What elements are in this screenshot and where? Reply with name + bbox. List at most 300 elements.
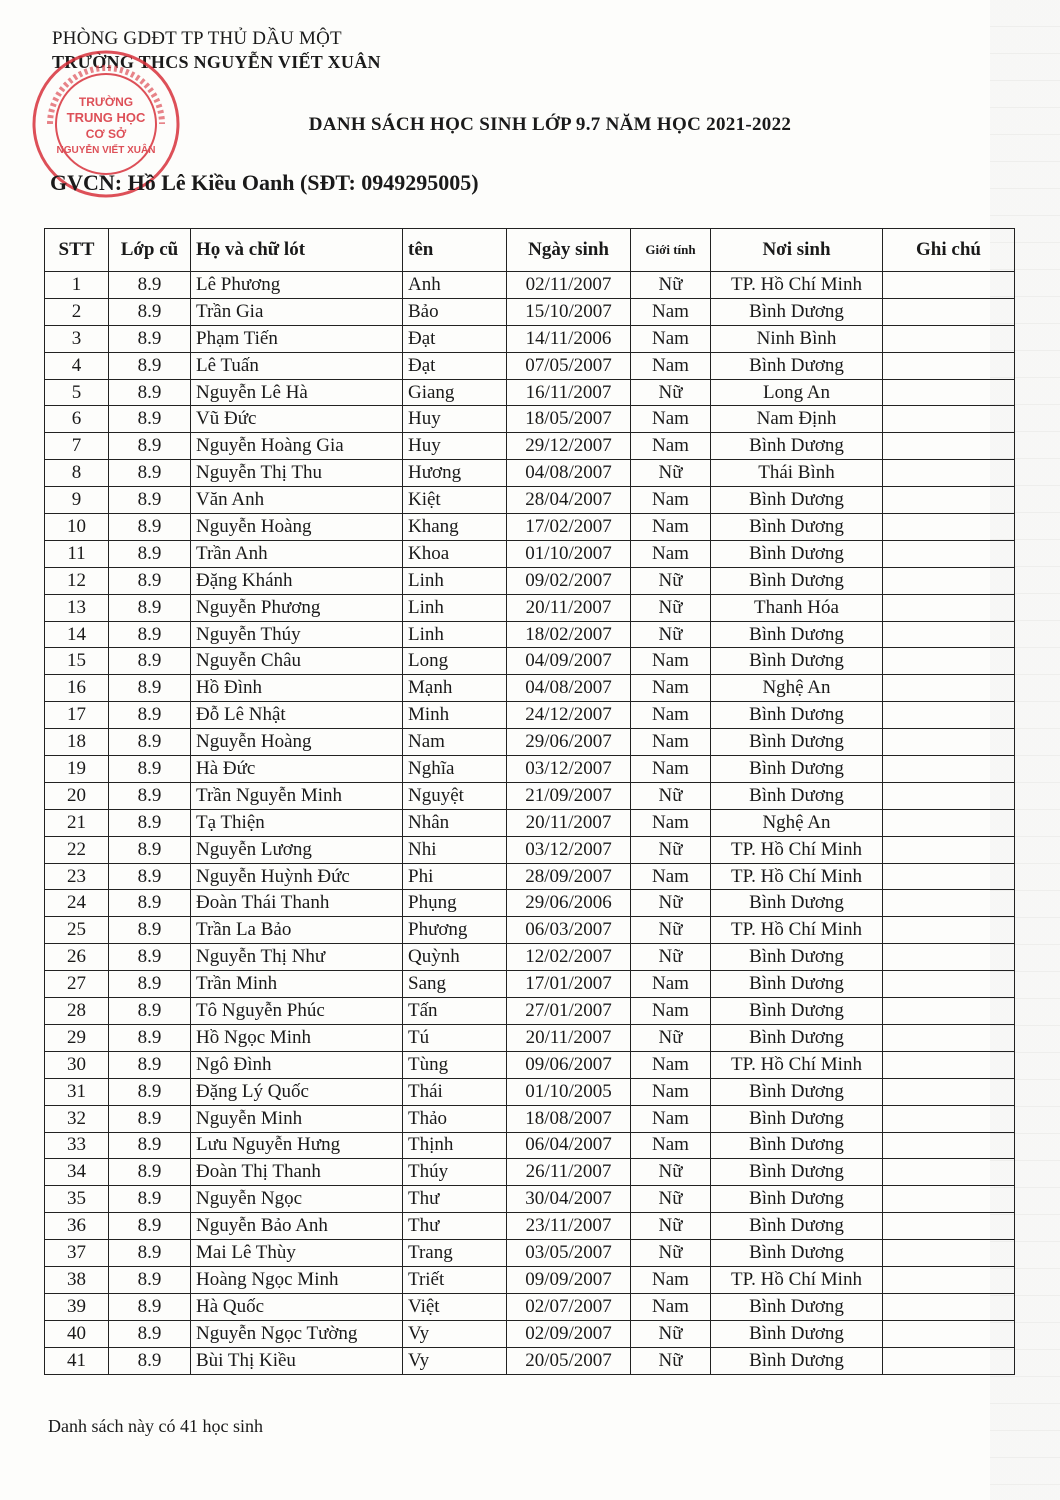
cell-stt: 23 — [45, 863, 109, 890]
cell-surname: Hà Quốc — [191, 1293, 403, 1320]
cell-birthplace: Bình Dương — [711, 540, 883, 567]
table-row — [45, 1051, 1015, 1078]
table-row — [45, 702, 1015, 729]
cell-stt: 30 — [45, 1051, 109, 1078]
cell-notes — [883, 648, 1015, 675]
cell-surname: Ngô Đình — [191, 1051, 403, 1078]
cell-gender: Nam — [631, 702, 711, 729]
cell-gender: Nam — [631, 1105, 711, 1132]
cell-given-name: Linh — [403, 594, 507, 621]
svg-text:TRƯỜNG: TRƯỜNG — [78, 95, 134, 109]
cell-notes — [883, 540, 1015, 567]
cell-old-class: 8.9 — [109, 298, 191, 325]
cell-notes — [883, 352, 1015, 379]
table-row — [45, 1105, 1015, 1132]
cell-notes — [883, 998, 1015, 1025]
cell-given-name: Bảo — [403, 298, 507, 325]
cell-stt: 14 — [45, 621, 109, 648]
cell-birthplace: Bình Dương — [711, 1240, 883, 1267]
cell-old-class: 8.9 — [109, 379, 191, 406]
cell-surname: Nguyễn Hoàng — [191, 514, 403, 541]
cell-gender: Nam — [631, 1078, 711, 1105]
cell-surname: Nguyễn Phương — [191, 594, 403, 621]
table-row — [45, 1320, 1015, 1347]
cell-gender: Nam — [631, 514, 711, 541]
table-row — [45, 648, 1015, 675]
table-row — [45, 514, 1015, 541]
cell-birthplace: TP. Hồ Chí Minh — [711, 272, 883, 299]
cell-birthdate: 04/09/2007 — [507, 648, 631, 675]
cell-surname: Hồ Ngọc Minh — [191, 1024, 403, 1051]
cell-surname: Bùi Thị Kiều — [191, 1347, 403, 1374]
cell-old-class: 8.9 — [109, 594, 191, 621]
cell-surname: Mai Lê Thùy — [191, 1240, 403, 1267]
table-row — [45, 729, 1015, 756]
cell-surname: Đỗ Lê Nhật — [191, 702, 403, 729]
cell-notes — [883, 1240, 1015, 1267]
cell-given-name: Sang — [403, 971, 507, 998]
cell-given-name: Huy — [403, 433, 507, 460]
table-row — [45, 352, 1015, 379]
cell-old-class: 8.9 — [109, 1320, 191, 1347]
cell-birthplace: Bình Dương — [711, 567, 883, 594]
svg-text:TRUNG HỌC: TRUNG HỌC — [66, 110, 146, 125]
cell-notes — [883, 1266, 1015, 1293]
cell-surname: Lê Phương — [191, 272, 403, 299]
cell-stt: 21 — [45, 809, 109, 836]
table-row — [45, 567, 1015, 594]
cell-old-class: 8.9 — [109, 809, 191, 836]
cell-birthdate: 29/06/2006 — [507, 890, 631, 917]
cell-given-name: Đạt — [403, 325, 507, 352]
cell-birthplace: Bình Dương — [711, 1024, 883, 1051]
cell-gender: Nữ — [631, 890, 711, 917]
cell-given-name: Kiệt — [403, 487, 507, 514]
cell-old-class: 8.9 — [109, 1132, 191, 1159]
cell-given-name: Trang — [403, 1240, 507, 1267]
cell-stt: 41 — [45, 1347, 109, 1374]
cell-surname: Trần Gia — [191, 298, 403, 325]
cell-stt: 22 — [45, 836, 109, 863]
cell-birthplace: Nghệ An — [711, 675, 883, 702]
table-row — [45, 675, 1015, 702]
cell-old-class: 8.9 — [109, 1159, 191, 1186]
cell-old-class: 8.9 — [109, 890, 191, 917]
cell-gender: Nữ — [631, 782, 711, 809]
cell-old-class: 8.9 — [109, 1213, 191, 1240]
cell-notes — [883, 460, 1015, 487]
cell-birthdate: 29/06/2007 — [507, 729, 631, 756]
cell-surname: Vũ Đức — [191, 406, 403, 433]
cell-notes — [883, 325, 1015, 352]
cell-birthplace: Nam Định — [711, 406, 883, 433]
cell-birthplace: Bình Dương — [711, 433, 883, 460]
cell-notes — [883, 1347, 1015, 1374]
cell-surname: Trần Anh — [191, 540, 403, 567]
cell-stt: 17 — [45, 702, 109, 729]
cell-gender: Nam — [631, 1293, 711, 1320]
cell-birthdate: 18/08/2007 — [507, 1105, 631, 1132]
cell-birthdate: 12/02/2007 — [507, 944, 631, 971]
cell-birthplace: Bình Dương — [711, 648, 883, 675]
cell-old-class: 8.9 — [109, 1186, 191, 1213]
cell-gender: Nữ — [631, 621, 711, 648]
header-stt: STT — [45, 229, 109, 272]
header-old-class: Lớp cũ — [109, 229, 191, 272]
table-row — [45, 1132, 1015, 1159]
cell-stt: 1 — [45, 272, 109, 299]
cell-surname: Lưu Nguyễn Hưng — [191, 1132, 403, 1159]
cell-birthdate: 18/05/2007 — [507, 406, 631, 433]
cell-birthdate: 02/07/2007 — [507, 1293, 631, 1320]
cell-given-name: Tú — [403, 1024, 507, 1051]
cell-gender: Nam — [631, 1266, 711, 1293]
table-row — [45, 1159, 1015, 1186]
cell-birthplace: Bình Dương — [711, 514, 883, 541]
cell-stt: 11 — [45, 540, 109, 567]
svg-text:CƠ SỞ: CƠ SỞ — [85, 127, 127, 141]
cell-given-name: Nhân — [403, 809, 507, 836]
cell-given-name: Thúy — [403, 1159, 507, 1186]
cell-given-name: Huy — [403, 406, 507, 433]
table-row — [45, 594, 1015, 621]
cell-birthplace: Bình Dương — [711, 1105, 883, 1132]
cell-old-class: 8.9 — [109, 514, 191, 541]
cell-notes — [883, 756, 1015, 783]
cell-given-name: Thái — [403, 1078, 507, 1105]
cell-stt: 7 — [45, 433, 109, 460]
cell-old-class: 8.9 — [109, 756, 191, 783]
cell-birthplace: Bình Dương — [711, 621, 883, 648]
cell-gender: Nam — [631, 433, 711, 460]
cell-gender: Nữ — [631, 460, 711, 487]
cell-notes — [883, 487, 1015, 514]
table-row — [45, 540, 1015, 567]
cell-old-class: 8.9 — [109, 1024, 191, 1051]
cell-stt: 8 — [45, 460, 109, 487]
cell-birthdate: 01/10/2007 — [507, 540, 631, 567]
cell-given-name: Giang — [403, 379, 507, 406]
table-row — [45, 1186, 1015, 1213]
cell-notes — [883, 567, 1015, 594]
cell-old-class: 8.9 — [109, 836, 191, 863]
homeroom-teacher: GVCN: Hồ Lê Kiều Oanh (SĐT: 0949295005) — [50, 170, 479, 195]
cell-birthplace: TP. Hồ Chí Minh — [711, 1051, 883, 1078]
cell-gender: Nữ — [631, 1186, 711, 1213]
table-row — [45, 325, 1015, 352]
table-row — [45, 944, 1015, 971]
table-row — [45, 998, 1015, 1025]
cell-given-name: Quỳnh — [403, 944, 507, 971]
header-given-name: tên — [403, 229, 507, 272]
cell-given-name: Vy — [403, 1347, 507, 1374]
cell-birthdate: 03/05/2007 — [507, 1240, 631, 1267]
cell-old-class: 8.9 — [109, 1105, 191, 1132]
cell-gender: Nữ — [631, 1213, 711, 1240]
cell-gender: Nam — [631, 352, 711, 379]
table-row — [45, 406, 1015, 433]
cell-birthdate: 15/10/2007 — [507, 298, 631, 325]
cell-notes — [883, 594, 1015, 621]
cell-surname: Văn Anh — [191, 487, 403, 514]
header-surname: Họ và chữ lót — [191, 229, 403, 272]
document-title: DANH SÁCH HỌC SINH LỚP 9.7 NĂM HỌC 2021-2022 — [308, 114, 792, 135]
cell-birthplace: Bình Dương — [711, 1078, 883, 1105]
cell-old-class: 8.9 — [109, 325, 191, 352]
cell-gender: Nam — [631, 809, 711, 836]
cell-old-class: 8.9 — [109, 917, 191, 944]
table-row — [45, 460, 1015, 487]
cell-given-name: Mạnh — [403, 675, 507, 702]
cell-notes — [883, 1051, 1015, 1078]
cell-birthdate: 28/04/2007 — [507, 487, 631, 514]
cell-given-name: Khoa — [403, 540, 507, 567]
cell-birthdate: 16/11/2007 — [507, 379, 631, 406]
cell-birthplace: Nghệ An — [711, 809, 883, 836]
cell-given-name: Việt — [403, 1293, 507, 1320]
cell-old-class: 8.9 — [109, 863, 191, 890]
cell-birthdate: 28/09/2007 — [507, 863, 631, 890]
cell-given-name: Long — [403, 648, 507, 675]
cell-birthdate: 03/12/2007 — [507, 756, 631, 783]
cell-surname: Trần La Bảo — [191, 917, 403, 944]
cell-notes — [883, 1186, 1015, 1213]
cell-old-class: 8.9 — [109, 1240, 191, 1267]
cell-notes — [883, 917, 1015, 944]
cell-birthdate: 14/11/2006 — [507, 325, 631, 352]
table-row — [45, 379, 1015, 406]
cell-surname: Hồ Đình — [191, 675, 403, 702]
cell-old-class: 8.9 — [109, 567, 191, 594]
cell-given-name: Nguyệt — [403, 782, 507, 809]
cell-given-name: Thư — [403, 1186, 507, 1213]
table-row — [45, 298, 1015, 325]
cell-given-name: Thảo — [403, 1105, 507, 1132]
cell-surname: Tô Nguyễn Phúc — [191, 998, 403, 1025]
cell-given-name: Minh — [403, 702, 507, 729]
cell-old-class: 8.9 — [109, 1347, 191, 1374]
cell-birthplace: TP. Hồ Chí Minh — [711, 836, 883, 863]
cell-given-name: Thịnh — [403, 1132, 507, 1159]
table-row — [45, 863, 1015, 890]
cell-birthplace: Bình Dương — [711, 1347, 883, 1374]
cell-notes — [883, 379, 1015, 406]
cell-given-name: Nam — [403, 729, 507, 756]
cell-notes — [883, 1105, 1015, 1132]
cell-stt: 38 — [45, 1266, 109, 1293]
cell-gender: Nam — [631, 298, 711, 325]
cell-stt: 10 — [45, 514, 109, 541]
cell-notes — [883, 729, 1015, 756]
cell-notes — [883, 1159, 1015, 1186]
cell-surname: Nguyễn Thị Thu — [191, 460, 403, 487]
cell-stt: 9 — [45, 487, 109, 514]
cell-gender: Nam — [631, 487, 711, 514]
cell-gender: Nữ — [631, 1024, 711, 1051]
cell-birthplace: Thanh Hóa — [711, 594, 883, 621]
cell-surname: Trần Minh — [191, 971, 403, 998]
cell-given-name: Nghĩa — [403, 756, 507, 783]
cell-given-name: Phụng — [403, 890, 507, 917]
cell-surname: Nguyễn Bảo Anh — [191, 1213, 403, 1240]
cell-notes — [883, 433, 1015, 460]
cell-birthdate: 01/10/2005 — [507, 1078, 631, 1105]
cell-old-class: 8.9 — [109, 1051, 191, 1078]
cell-stt: 19 — [45, 756, 109, 783]
cell-notes — [883, 809, 1015, 836]
table-row — [45, 1213, 1015, 1240]
cell-birthdate: 06/04/2007 — [507, 1132, 631, 1159]
table-row — [45, 782, 1015, 809]
cell-notes — [883, 675, 1015, 702]
cell-surname: Đoàn Thị Thanh — [191, 1159, 403, 1186]
cell-old-class: 8.9 — [109, 971, 191, 998]
cell-birthdate: 09/09/2007 — [507, 1266, 631, 1293]
cell-gender: Nữ — [631, 594, 711, 621]
cell-birthplace: Bình Dương — [711, 1320, 883, 1347]
cell-stt: 36 — [45, 1213, 109, 1240]
table-row — [45, 621, 1015, 648]
cell-notes — [883, 702, 1015, 729]
cell-given-name: Vy — [403, 1320, 507, 1347]
cell-gender: Nữ — [631, 944, 711, 971]
cell-surname: Phạm Tiến — [191, 325, 403, 352]
cell-birthdate: 23/11/2007 — [507, 1213, 631, 1240]
cell-old-class: 8.9 — [109, 675, 191, 702]
cell-birthplace: TP. Hồ Chí Minh — [711, 863, 883, 890]
svg-text:NGUYỄN VIẾT XUÂN: NGUYỄN VIẾT XUÂN — [56, 145, 156, 156]
cell-old-class: 8.9 — [109, 648, 191, 675]
cell-surname: Tạ Thiện — [191, 809, 403, 836]
cell-old-class: 8.9 — [109, 460, 191, 487]
cell-stt: 16 — [45, 675, 109, 702]
cell-birthdate: 20/11/2007 — [507, 1024, 631, 1051]
cell-old-class: 8.9 — [109, 944, 191, 971]
cell-birthdate: 06/03/2007 — [507, 917, 631, 944]
cell-gender: Nam — [631, 756, 711, 783]
cell-stt: 25 — [45, 917, 109, 944]
cell-stt: 20 — [45, 782, 109, 809]
cell-old-class: 8.9 — [109, 729, 191, 756]
cell-gender: Nam — [631, 863, 711, 890]
cell-birthdate: 20/11/2007 — [507, 594, 631, 621]
cell-birthplace: Bình Dương — [711, 890, 883, 917]
cell-surname: Hà Đức — [191, 756, 403, 783]
cell-birthdate: 18/02/2007 — [507, 621, 631, 648]
cell-surname: Đoàn Thái Thanh — [191, 890, 403, 917]
cell-surname: Nguyễn Thị Như — [191, 944, 403, 971]
cell-old-class: 8.9 — [109, 487, 191, 514]
student-roster-table — [44, 228, 1015, 1375]
cell-given-name: Tùng — [403, 1051, 507, 1078]
cell-birthplace: Bình Dương — [711, 298, 883, 325]
cell-birthplace: Bình Dương — [711, 1213, 883, 1240]
cell-stt: 4 — [45, 352, 109, 379]
cell-birthdate: 24/12/2007 — [507, 702, 631, 729]
cell-given-name: Linh — [403, 567, 507, 594]
cell-surname: Đặng Khánh — [191, 567, 403, 594]
cell-notes — [883, 1320, 1015, 1347]
cell-gender: Nữ — [631, 1159, 711, 1186]
cell-gender: Nam — [631, 648, 711, 675]
cell-old-class: 8.9 — [109, 433, 191, 460]
cell-surname: Đặng Lý Quốc — [191, 1078, 403, 1105]
cell-given-name: Phương — [403, 917, 507, 944]
cell-given-name: Tấn — [403, 998, 507, 1025]
cell-birthplace: TP. Hồ Chí Minh — [711, 1266, 883, 1293]
cell-birthplace: Thái Bình — [711, 460, 883, 487]
cell-gender: Nữ — [631, 836, 711, 863]
table-row — [45, 1293, 1015, 1320]
cell-stt: 13 — [45, 594, 109, 621]
cell-notes — [883, 782, 1015, 809]
cell-stt: 29 — [45, 1024, 109, 1051]
cell-old-class: 8.9 — [109, 1293, 191, 1320]
cell-birthplace: Bình Dương — [711, 782, 883, 809]
cell-gender: Nam — [631, 540, 711, 567]
cell-stt: 39 — [45, 1293, 109, 1320]
cell-birthdate: 04/08/2007 — [507, 460, 631, 487]
cell-notes — [883, 1024, 1015, 1051]
cell-birthplace: Bình Dương — [711, 352, 883, 379]
table-row — [45, 971, 1015, 998]
cell-notes — [883, 1293, 1015, 1320]
cell-birthplace: Bình Dương — [711, 729, 883, 756]
cell-surname: Nguyễn Hoàng Gia — [191, 433, 403, 460]
cell-stt: 35 — [45, 1186, 109, 1213]
cell-birthplace: Long An — [711, 379, 883, 406]
cell-gender: Nam — [631, 971, 711, 998]
cell-notes — [883, 272, 1015, 299]
cell-old-class: 8.9 — [109, 272, 191, 299]
cell-birthplace: Bình Dương — [711, 702, 883, 729]
cell-given-name: Phi — [403, 863, 507, 890]
table-row — [45, 1078, 1015, 1105]
cell-given-name: Đạt — [403, 352, 507, 379]
cell-birthdate: 02/11/2007 — [507, 272, 631, 299]
cell-notes — [883, 514, 1015, 541]
cell-gender: Nữ — [631, 567, 711, 594]
cell-given-name: Khang — [403, 514, 507, 541]
cell-surname: Nguyễn Hoàng — [191, 729, 403, 756]
cell-birthplace: Bình Dương — [711, 756, 883, 783]
cell-notes — [883, 1132, 1015, 1159]
cell-old-class: 8.9 — [109, 352, 191, 379]
cell-old-class: 8.9 — [109, 782, 191, 809]
cell-surname: Nguyễn Thúy — [191, 621, 403, 648]
cell-birthdate: 17/01/2007 — [507, 971, 631, 998]
cell-given-name: Triết — [403, 1266, 507, 1293]
cell-birthdate: 09/02/2007 — [507, 567, 631, 594]
cell-birthdate: 27/01/2007 — [507, 998, 631, 1025]
cell-birthplace: Bình Dương — [711, 1293, 883, 1320]
cell-gender: Nam — [631, 998, 711, 1025]
header-birthdate: Ngày sinh — [507, 229, 631, 272]
cell-stt: 15 — [45, 648, 109, 675]
cell-surname: Lê Tuấn — [191, 352, 403, 379]
cell-old-class: 8.9 — [109, 621, 191, 648]
cell-given-name: Nhi — [403, 836, 507, 863]
cell-stt: 33 — [45, 1132, 109, 1159]
cell-birthplace: Bình Dương — [711, 1132, 883, 1159]
header-notes: Ghi chú — [883, 229, 1015, 272]
cell-old-class: 8.9 — [109, 406, 191, 433]
table-row — [45, 756, 1015, 783]
cell-notes — [883, 1078, 1015, 1105]
cell-stt: 34 — [45, 1159, 109, 1186]
cell-birthdate: 26/11/2007 — [507, 1159, 631, 1186]
cell-gender: Nữ — [631, 1347, 711, 1374]
